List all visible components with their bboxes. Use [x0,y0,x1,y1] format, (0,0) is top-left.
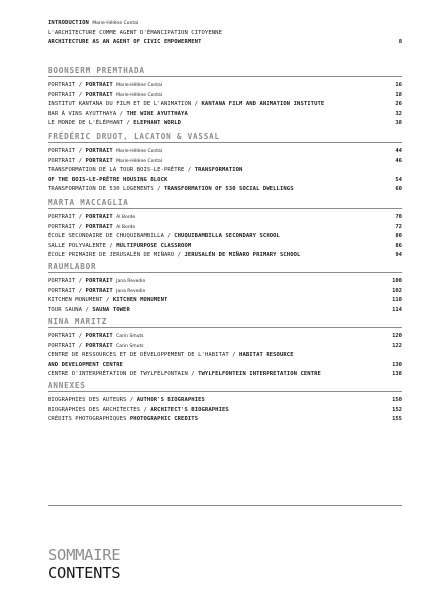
entry-author: Marie-Hélène Contal [116,92,163,98]
entry-title-en: MULTIPURPOSE CLASSROOM [116,242,192,249]
intro-title-en: ARCHITECTURE AS AN AGENT OF CIVIC EMPOWERMENT [48,39,202,46]
entry-title-fr: PORTRAIT / [48,91,86,98]
page-number: 44 [395,148,402,154]
section-heading: NINA MARITZ [48,316,402,328]
toc-entry[interactable] [48,332,402,342]
section-heading: ANNEXES [48,380,402,392]
entry-title-en: THE WINE AYUTTHAYA [126,110,188,117]
page-number: 8 [398,39,402,46]
entry-author: Marie-Hélène Contal [116,158,163,164]
page-number: 38 [395,120,402,127]
section-heading: BOONSERM PREMTHADA [48,65,402,77]
section-druot-lacaton-vassal [48,131,402,195]
toc-entry[interactable] [48,361,402,371]
section-heading: MARTA MACCAGLIA [48,197,402,209]
entry-title-fr: PORTRAIT / [48,82,86,88]
toc-entry[interactable] [48,415,402,425]
entry-title-fr: PORTRAIT / [48,214,86,220]
page-number: 26 [395,101,402,108]
toc-entry[interactable] [48,213,402,223]
entry-title-en: PORTRAIT [85,82,113,88]
toc-entry[interactable] [48,157,402,167]
page-number: 32 [395,110,402,117]
entry-title-fr: BAR À VINS AYUTTHAYA / [48,110,127,117]
entry-title-en: TWYLFELFONTEIN INTERPRETATION CENTRE [198,371,321,378]
entry-title-en: PHOTOGRAPHIC CREDITS [129,416,199,423]
toc-entry[interactable] [48,251,402,261]
bottom-divider [48,505,402,506]
entry-author: Jana Revedin [116,279,146,284]
entry-title-fr: PORTRAIT / [48,148,86,154]
intro-title: INTRODUCTION [48,20,89,26]
entry-title-fr: BIOGRAPHIES DES AUTEURS / [48,397,137,403]
entry-title-en: PORTRAIT [85,287,113,294]
section-marta-maccaglia [48,197,402,261]
toc-entry[interactable] [48,277,402,287]
page-title-fr: SOMMAIRE [48,546,121,564]
toc-entry[interactable] [48,396,402,406]
intro-author: Marie-Hélène Contal [92,21,139,26]
page-number: 130 [392,361,402,368]
page-number: 138 [392,371,402,378]
page-number: 18 [395,91,402,98]
section-heading: RAUMLABOR [48,261,402,273]
toc-entry[interactable] [48,110,402,120]
entry-title-en: PORTRAIT [85,278,113,284]
page-number: 152 [392,406,402,413]
entry-title-fr: SALLE POLYVALENTE / [48,242,117,249]
entry-title-en: PORTRAIT [85,223,113,230]
entry-title-en: CHUQUIBAMBILLA SECONDARY SCHOOL [174,233,280,240]
toc-entry[interactable] [48,406,402,416]
entry-title-fr: PORTRAIT / [48,287,86,294]
entry-author: Al Borde [116,224,136,230]
page-number: 72 [395,223,402,230]
entry-title-en: HABITAT RESOURCE [239,352,294,359]
page-number: 94 [395,252,402,259]
page-number: 86 [395,242,402,249]
entry-title-fr: TOUR SAUNA / [48,306,93,313]
entry-title-en: AND DEVELOPMENT CENTRE [48,361,124,368]
page-number: 122 [392,342,402,349]
page-number: 16 [395,82,402,88]
page-number: 100 [392,278,402,284]
toc-entry[interactable] [48,296,402,306]
page-title-en: CONTENTS [48,564,121,582]
page-number: 54 [395,176,402,183]
entry-title-en: PORTRAIT [85,214,113,220]
entry-title-en: PORTRAIT [85,157,113,164]
section-nina-maritz [48,316,402,380]
page-number: 150 [392,397,402,403]
section-raumlabor [48,261,402,315]
page-number: 102 [392,287,402,294]
entry-author: Carin Smuts [116,343,144,349]
page-number: 155 [392,416,402,423]
page-number: 114 [392,306,402,313]
page-number: 120 [392,333,402,339]
entry-title-fr: PORTRAIT / [48,223,86,230]
entry-title-fr: TRANSFORMATION DE LA TOUR BOIS-LE-PRÊTRE / [48,167,195,174]
toc-entry[interactable] [48,185,402,195]
entry-author: Marie-Hélène Contal [116,149,163,154]
entry-title-fr: CENTRE DE RESSOURCES ET DE DÉVELOPPEMENT DE L'HABITAT / [48,352,240,359]
entry-title-en: KANTANA FILM AND ANIMATION INSTITUTE [201,101,325,108]
entry-title-fr: PORTRAIT / [48,333,86,339]
intro-title-fr-line [48,29,402,39]
entry-title-en: SAUNA TOWER [92,306,130,313]
toc-entry[interactable] [48,306,402,316]
entry-title-en: PORTRAIT [85,333,113,339]
section-heading: FRÉDÉRIC DRUOT, LACATON & VASSAL [48,131,402,143]
toc-entry[interactable] [48,242,402,252]
page-number: 46 [395,157,402,164]
toc-entry[interactable] [48,232,402,242]
toc-entry[interactable] [48,351,402,361]
section-annexes [48,380,402,425]
entry-author: Carin Smuts [116,334,144,339]
toc-entry[interactable] [48,176,402,186]
toc-entry[interactable] [48,223,402,233]
entry-title-fr: CENTRE D'INTERPRÉTATION DE TWYLFELFONTAIN / [48,371,199,378]
section-boonserm-premthada [48,65,402,129]
toc-entry[interactable] [48,287,402,297]
toc-entry[interactable] [48,91,402,101]
entry-title-fr: PORTRAIT / [48,342,86,349]
entry-author: Marie-Hélène Contal [116,83,163,88]
entry-title-en: JERUSALÉN DE MIÑARO PRIMARY SCHOOL [184,252,301,259]
entry-title-en: KITCHEN MONUMENT [112,297,168,304]
entry-title-fr: KITCHEN MONUMENT / [48,297,113,304]
entry-title-en: PORTRAIT [85,148,113,154]
entry-title-en: ARCHITECT'S BIOGRAPHIES [150,406,229,413]
entry-title-fr: ÉCOLE SECONDAIRE DE CHUQUIBAMBILLA / [48,233,175,240]
entry-title-fr: TRANSFORMATION DE 530 LOGEMENTS / [48,186,164,193]
entry-title-en: PORTRAIT [85,91,113,98]
page-number: 80 [395,233,402,240]
toc-entry[interactable] [48,166,402,176]
intro-heading-line [48,19,402,29]
entry-title-en: TRANSFORMATION OF 530 SOCIAL DWELLINGS [163,186,294,193]
page-number: 110 [392,297,402,304]
toc-entry[interactable] [48,147,402,157]
toc-entry[interactable] [48,342,402,352]
entry-title-fr: BIOGRAPHIES DES ARCHITECTES / [48,406,151,413]
entry-title-fr: ÉCOLE PRIMAIRE DE JERUSALÉN DE MIÑARO / [48,252,185,259]
entry-author: Al Borde [116,215,136,220]
page-number: 70 [395,214,402,220]
entry-title-en: ELEPHANT WORLD [133,120,182,127]
entry-title-fr: CRÉDITS PHOTOGRAPHIQUES [48,416,130,423]
entry-title-fr: PORTRAIT / [48,157,86,164]
entry-title-en: PORTRAIT [85,342,113,349]
entry-title-en: OF THE BOIS-LE-PRÊTRE HOUSING BLOCK [48,176,168,183]
entry-title-fr: INSTITUT KANTANA DU FILM ET DE L'ANIMATION / [48,101,202,108]
entry-title-fr: LE MONDE DE L'ÉLÉPHANT / [48,120,134,127]
intro-title-fr: L'ARCHITECTURE COMME AGENT D'ÉMANCIPATION CITOYENNE [48,29,222,36]
page-number: 60 [395,186,402,193]
intro-title-en-line[interactable] [48,38,402,48]
intro-section [48,19,402,48]
toc-entry[interactable] [48,81,402,91]
entry-title-fr: PORTRAIT / [48,278,86,284]
toc-entry[interactable] [48,119,402,129]
toc-entry[interactable] [48,100,402,110]
entry-author: Jana Revedin [116,288,146,294]
entry-title-en: TRANSFORMATION [194,167,243,174]
entry-title-en: AUTHOR'S BIOGRAPHIES [136,397,205,403]
toc-entry[interactable] [48,370,402,380]
